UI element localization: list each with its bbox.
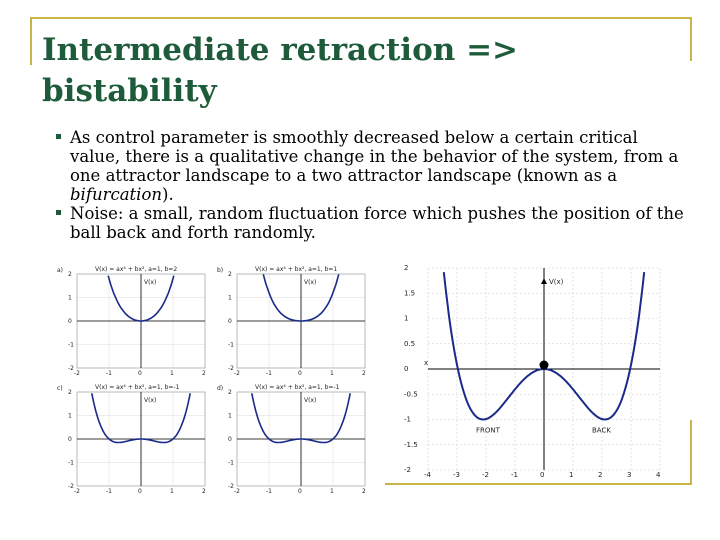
bullet-square-icon	[56, 134, 61, 139]
subplot-title: V(x) = ax⁴ + bx², a=1, b=1	[255, 266, 338, 273]
subplot-x-tick: 1	[330, 488, 334, 495]
bottom-right-rule	[690, 420, 692, 485]
chart-ball	[540, 361, 549, 370]
subplot-axis-label: V(x)	[304, 279, 317, 286]
subplot-y-tick: -1	[228, 459, 234, 467]
chart-y-tick: 0.5	[404, 339, 416, 348]
subplot-x-tick: -1	[266, 370, 272, 377]
subplot-axis-label: V(x)	[144, 279, 157, 286]
subplot-label: b)	[217, 267, 224, 274]
bottom-rule	[385, 483, 690, 485]
chart-y-tick: -0.5	[404, 390, 418, 399]
chart-y-tick: -1.5	[404, 440, 418, 449]
chart-x-tick: 4	[656, 471, 661, 478]
left-rule	[30, 17, 32, 65]
chart-x-tick: 3	[627, 471, 632, 478]
subplot-y-tick: 1	[228, 294, 232, 302]
title-line-2: bistability	[42, 73, 217, 109]
subplot-label: c)	[57, 385, 63, 392]
chart-annotation: FRONT	[476, 426, 500, 435]
subplot-y-tick: 1	[228, 412, 232, 420]
chart-x-tick: 1	[569, 471, 574, 478]
subplot-y-tick: -2	[68, 483, 74, 490]
subplot-y-tick: 1	[68, 412, 72, 420]
subplot-4	[215, 380, 375, 495]
subplot-x-tick: 0	[138, 370, 142, 377]
chart-y-tick: 0	[404, 365, 409, 373]
bullet-item-2	[56, 204, 686, 242]
subplot-svg	[55, 380, 215, 495]
subplot-svg	[215, 380, 375, 495]
subplot-x-tick: 0	[298, 488, 302, 495]
subplot-x-tick: 2	[362, 370, 366, 377]
subplot-y-tick: 2	[228, 271, 232, 278]
potential-chart-svg	[398, 262, 668, 478]
chart-point-label: x	[424, 359, 429, 367]
subplot-y-tick: 2	[68, 389, 72, 396]
chart-y-tick: 2	[404, 264, 409, 272]
subplot-y-tick: 0	[68, 436, 72, 443]
subplot-x-tick: 1	[170, 370, 174, 377]
subplot-1	[55, 262, 215, 377]
subplot-y-tick: -2	[228, 483, 234, 490]
subplot-x-tick: 2	[202, 370, 206, 377]
chart-x-tick: -2	[482, 471, 489, 478]
chart-y-tick: -2	[404, 466, 411, 474]
top-rule	[30, 17, 690, 19]
subplot-axis-label: V(x)	[144, 397, 157, 404]
subplot-svg	[215, 262, 375, 377]
subplot-axis-label: V(x)	[304, 397, 317, 404]
subplot-x-tick: -2	[74, 370, 80, 377]
slide-title	[42, 30, 642, 112]
bullet-list	[56, 128, 686, 242]
subplot-x-tick: 2	[362, 488, 366, 495]
chart-y-tick: 1.5	[404, 289, 416, 298]
chart-y-tick: -1	[404, 415, 411, 424]
title-line-1: Intermediate retraction =>	[42, 32, 519, 68]
subplot-y-tick: 0	[228, 318, 232, 325]
subplot-y-tick: 2	[228, 389, 232, 396]
chart-x-tick: -3	[453, 471, 460, 478]
potential-subplots	[55, 262, 385, 495]
subplot-y-tick: -1	[228, 341, 234, 349]
subplot-x-tick: 0	[138, 488, 142, 495]
subplot-x-tick: -1	[266, 488, 272, 495]
subplot-x-tick: 1	[330, 370, 334, 377]
subplot-y-tick: 0	[228, 436, 232, 443]
chart-annotation: BACK	[592, 426, 611, 435]
subplot-title: V(x) = ax⁴ + bx², a=1, b=2	[95, 266, 178, 273]
bullet-square-icon	[56, 210, 61, 215]
subplot-x-tick: -1	[106, 370, 112, 377]
chart-ylabel: V(x)	[549, 278, 564, 286]
subplot-y-tick: 0	[68, 318, 72, 325]
subplot-label: d)	[217, 385, 224, 392]
subplot-x-tick: 2	[202, 488, 206, 495]
subplot-3	[55, 380, 215, 495]
subplot-title: V(x) = ax⁴ + bx², a=1, b=-1	[255, 384, 340, 391]
bullet-item-1	[56, 128, 686, 204]
subplot-y-tick: -1	[68, 459, 74, 467]
chart-y-tick: 1	[404, 314, 409, 323]
subplot-x-tick: -2	[234, 370, 240, 377]
subplot-x-tick: 1	[170, 488, 174, 495]
subplot-y-tick: -2	[228, 365, 234, 372]
subplot-x-tick: -2	[74, 488, 80, 495]
subplot-x-tick: 0	[298, 370, 302, 377]
potential-chart	[398, 262, 668, 478]
subplot-y-tick: -2	[68, 365, 74, 372]
subplot-y-tick: 2	[68, 271, 72, 278]
chart-x-tick: 0	[540, 471, 545, 478]
chart-x-tick: -4	[424, 471, 431, 478]
right-rule	[690, 17, 692, 61]
subplot-x-tick: -2	[234, 488, 240, 495]
chart-y-arrow-icon	[541, 278, 547, 284]
bullet-text-2: Noise: a small, random fluctuation force which pushes the position of the ball back and forth randomly.	[70, 204, 684, 242]
subplot-x-tick: -1	[106, 488, 112, 495]
subplot-y-tick: 1	[68, 294, 72, 302]
subplot-y-tick: -1	[68, 341, 74, 349]
subplot-2	[215, 262, 375, 377]
chart-x-tick: 2	[598, 471, 603, 478]
chart-x-tick: -1	[511, 471, 518, 478]
subplot-title: V(x) = ax⁴ + bx², a=1, b=-1	[95, 384, 180, 391]
bullet-text-1: As control parameter is smoothly decreased below a certain critical value, there is a qualitative change in the behavior of the system, from a one attractor landscape to a two attractor landscape (known as a bifurcation).	[70, 128, 679, 204]
subplot-svg	[55, 262, 215, 377]
subplot-label: a)	[57, 267, 64, 274]
